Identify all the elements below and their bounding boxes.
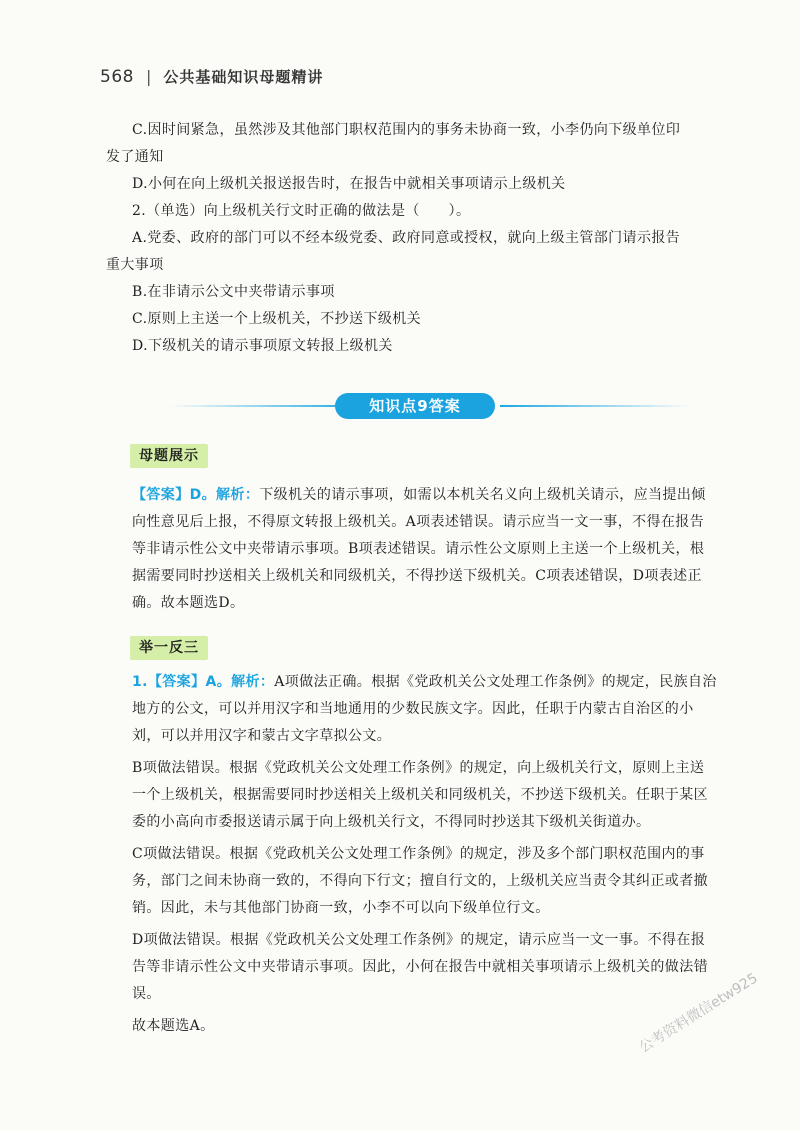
q2-option-a-line2: 重大事项 bbox=[106, 257, 164, 273]
banner-line-right bbox=[500, 405, 690, 407]
section-banner bbox=[170, 393, 690, 419]
question-block bbox=[106, 117, 718, 360]
option-c-line1: C.因时间紧急，虽然涉及其他部门职权范围内的事务未协商一致，小李仍向下级单位印 bbox=[132, 122, 681, 138]
book-title: 公共基础知识母题精讲 bbox=[163, 68, 324, 86]
extend-p1: A项做法正确。根据《党政机关公文处理工作条例》的规定，民族自治地方的公文，可以并用汉字和当地通用的少数民族文字。因此，任职于内蒙古自治区的小刘，可以并用汉字和蒙古文字草拟公文。 bbox=[132, 674, 717, 744]
extend-answer bbox=[106, 669, 718, 1045]
mother-answer bbox=[106, 482, 718, 617]
page-header bbox=[100, 66, 323, 87]
extend-answer-prefix: 1.【答案】A。解析： bbox=[132, 674, 275, 690]
header-separator: | bbox=[145, 67, 152, 86]
mother-answer-prefix: 【答案】D。解析： bbox=[132, 487, 260, 503]
extend-conclusion: 故本题选A。 bbox=[132, 1018, 215, 1034]
q2-option-b: B.在非请示公文中夹带请示事项 bbox=[132, 284, 335, 300]
option-c-line2: 发了通知 bbox=[106, 149, 164, 165]
watermark: 公考资料微信etw925 bbox=[636, 970, 761, 1057]
page-number: 568 bbox=[100, 67, 134, 87]
banner-label: 知识点9答案 bbox=[335, 393, 495, 419]
tag-extend: 举一反三 bbox=[130, 636, 208, 660]
question-2-stem: 2.（单选）向上级机关行文时正确的做法是（ ）。 bbox=[132, 203, 471, 219]
q2-option-a-line1: A.党委、政府的部门可以不经本级党委、政府同意或授权，就向上级主管部门请示报告 bbox=[132, 230, 681, 246]
option-d: D.小何在向上级机关报送报告时，在报告中就相关事项请示上级机关 bbox=[132, 176, 566, 192]
extend-p3: C项做法错误。根据《党政机关公文处理工作条例》的规定，涉及多个部门职权范围内的事务，部门之间未协商一致的，不得向下行文；擅自行文的，上级机关应当责令其纠正或者撤销。因此，未与其他部门协商一致，小李不可以向下级单位行文。 bbox=[132, 846, 708, 916]
mother-answer-body: 下级机关的请示事项，如需以本机关名义向上级机关请示，应当提出倾向性意见后上报，不得原文转报上级机关。A项表述错误。请示应当一文一事，不得在报告等非请示性公文中夹带请示事项。B项表述错误。请示性公文原则上主送一个上级机关，根据需要同时抄送相关上级机关和同级机关，不得抄送下级机关。C项表述错误，D项表述正确。故本题选D。 bbox=[132, 487, 706, 611]
extend-p4: D项做法错误。根据《党政机关公文处理工作条例》的规定，请示应当一文一事。不得在报告等非请示性公文中夹带请示事项。因此，小何在报告中就相关事项请示上级机关的做法错误。 bbox=[132, 932, 708, 1002]
tag-mother-question: 母题展示 bbox=[130, 444, 208, 468]
q2-option-d: D.下级机关的请示事项原文转报上级机关 bbox=[132, 338, 393, 354]
extend-p2: B项做法错误。根据《党政机关公文处理工作条例》的规定，向上级机关行文，原则上主送一个上级机关，根据需要同时抄送相关上级机关和同级机关，不抄送下级机关。任职于某区委的小高向市委报送请示属于向上级机关行文，不得同时抄送其下级机关街道办。 bbox=[132, 760, 708, 830]
q2-option-c: C.原则上主送一个上级机关，不抄送下级机关 bbox=[132, 311, 422, 327]
banner-line-left bbox=[170, 405, 360, 407]
